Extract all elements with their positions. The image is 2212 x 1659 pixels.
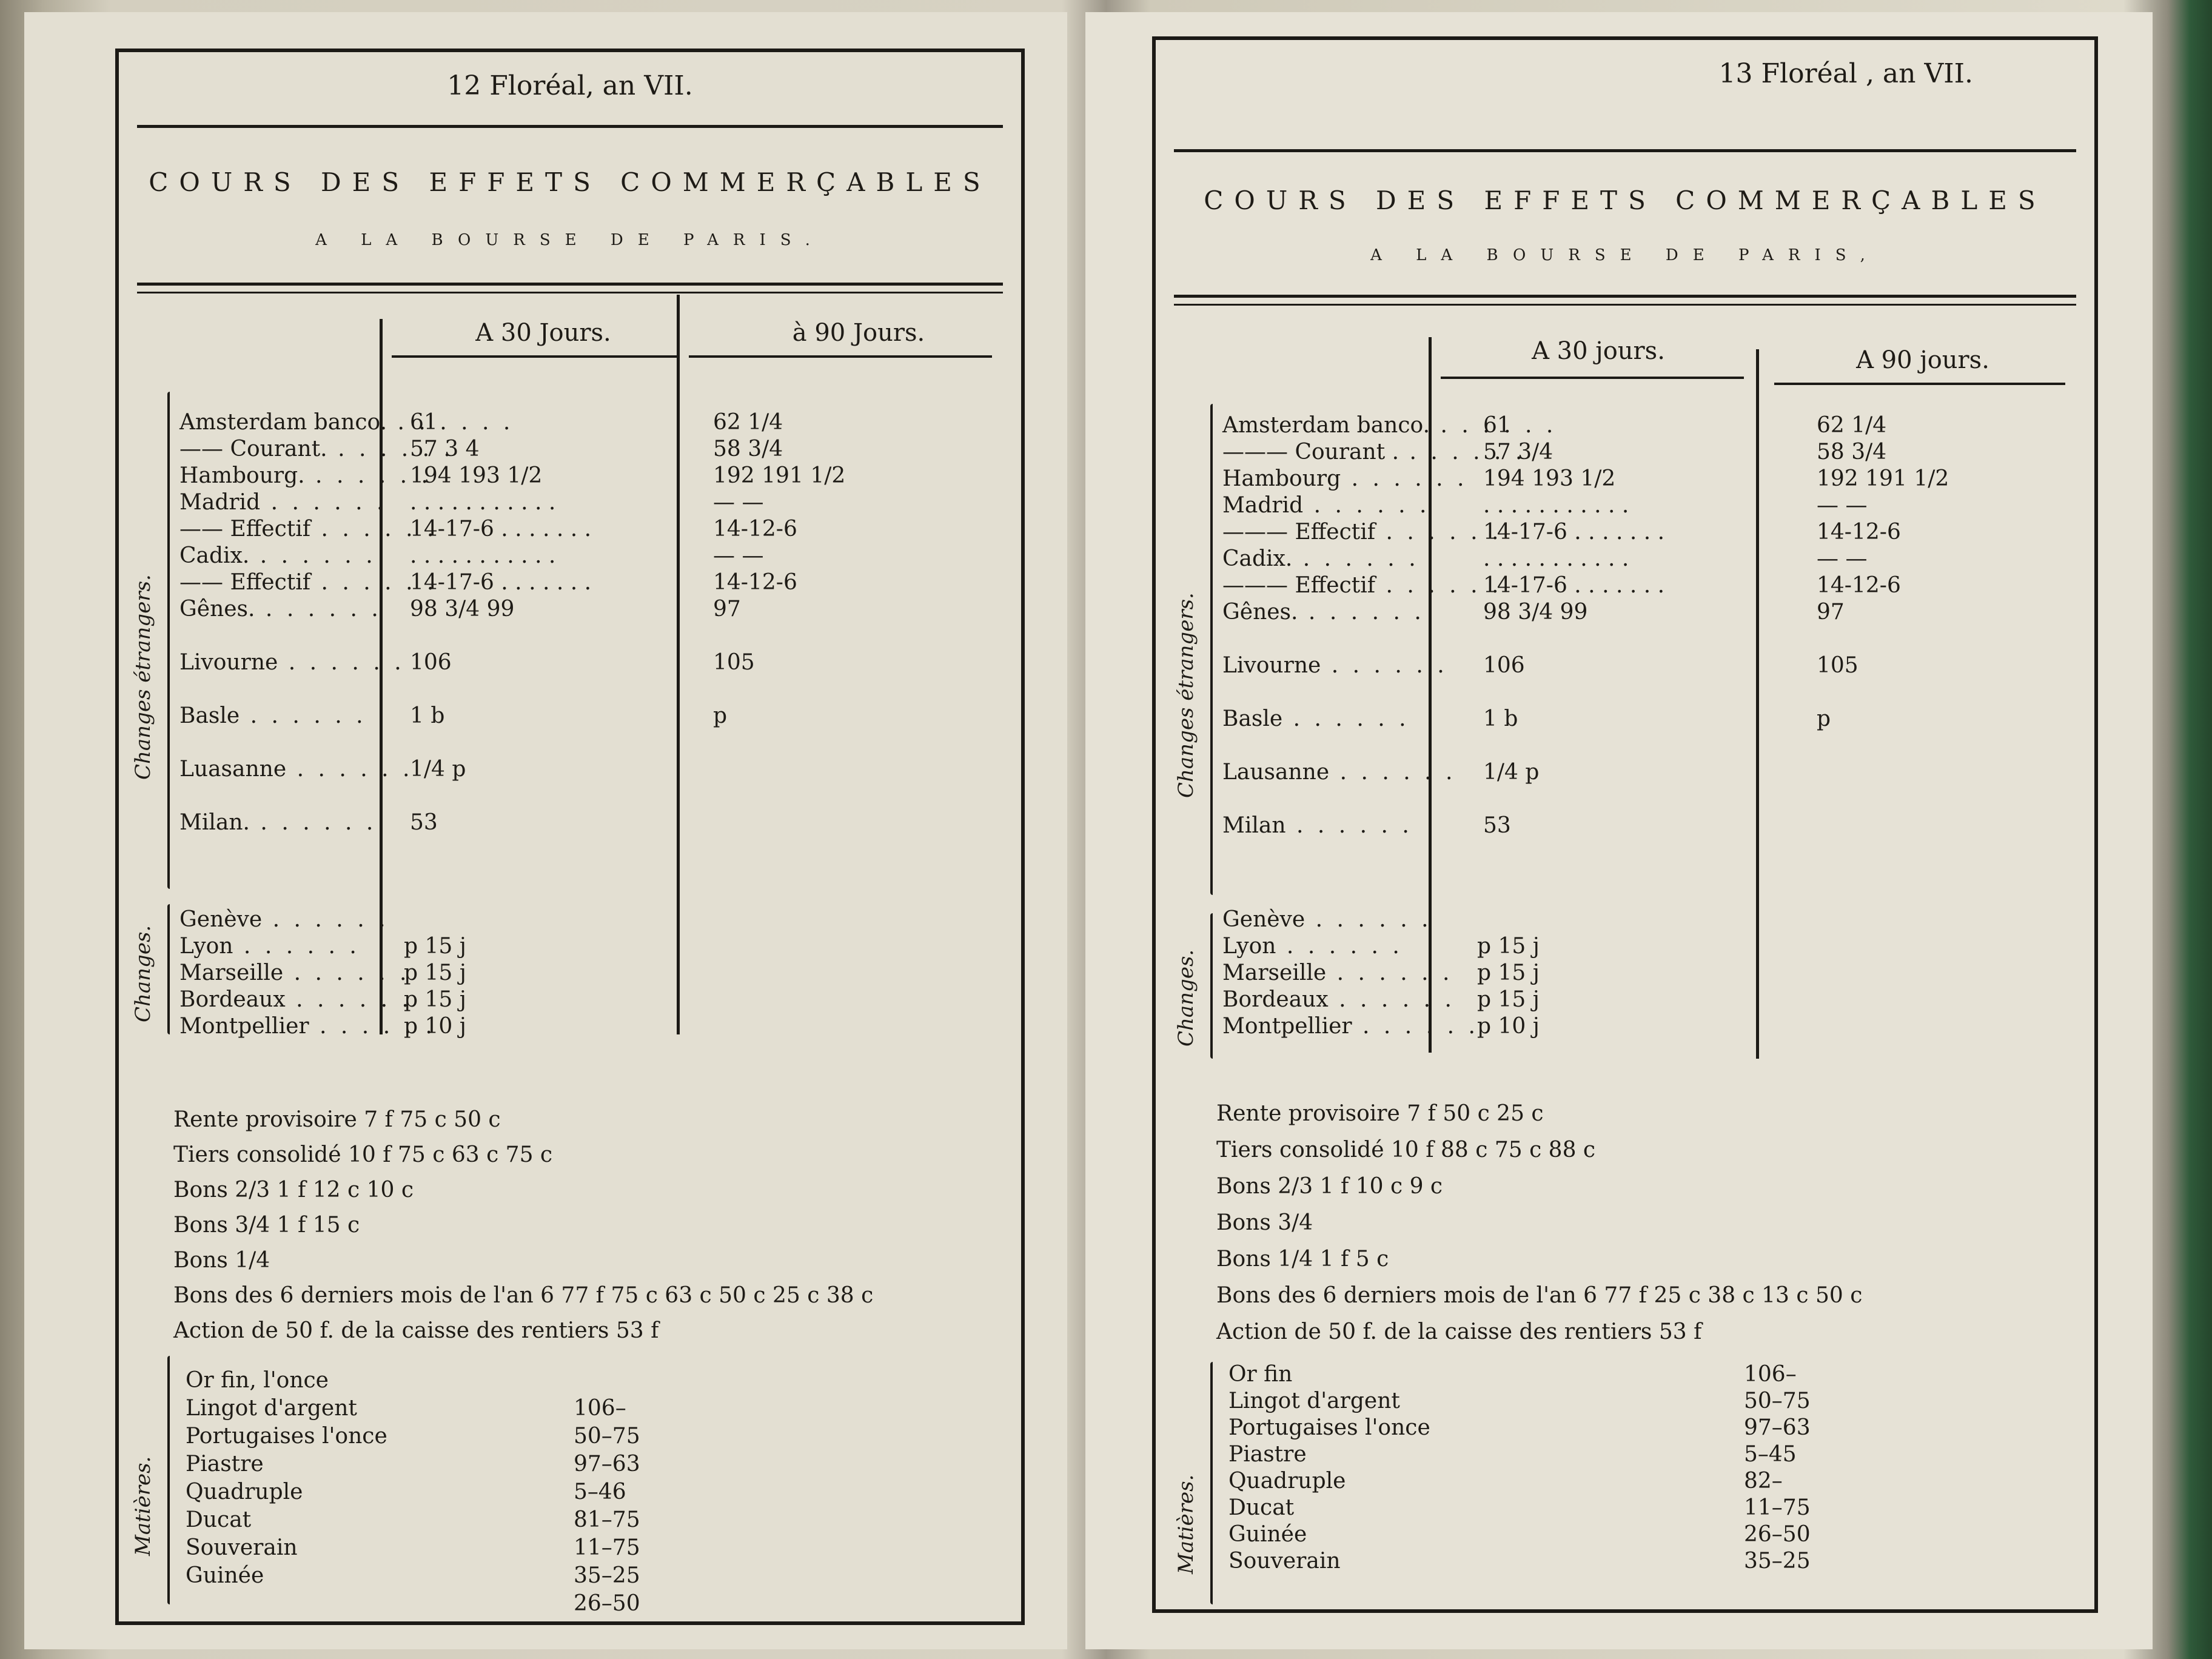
page-subtitle: A LA BOURSE DE PARIS, xyxy=(1370,246,1880,264)
matiere-row xyxy=(1228,1549,1895,1575)
domestic-row xyxy=(179,1014,725,1041)
matiere-label: Quadruple xyxy=(186,1480,303,1504)
rate-30-days: p 15 j xyxy=(404,934,466,959)
brace xyxy=(1210,913,1213,1059)
matiere-label: Guinée xyxy=(186,1563,264,1588)
matiere-row xyxy=(1228,1389,1895,1415)
domestic-place: Bordeaux . . . xyxy=(1222,987,1455,1012)
column-rule xyxy=(689,355,992,358)
rate-30-days: p 15 j xyxy=(1477,987,1540,1012)
page-heading: 13 Floréal , an VII. xyxy=(1718,58,1973,89)
rate-30-days: 14-17-6 . . . . . . . xyxy=(410,517,592,541)
rate-30-days: 53 xyxy=(410,810,438,835)
exchange-place: Luasanne . . . xyxy=(179,757,414,782)
exchange-place: Basle . . . xyxy=(179,703,367,728)
matiere-row xyxy=(1228,1362,1895,1389)
rate-90-days: 14-12-6 xyxy=(713,517,797,541)
rate-30-days: . . . . . . . . . . . xyxy=(1483,493,1629,518)
exchange-place: Basle . . . xyxy=(1222,706,1410,731)
rate-30-days: 194 193 1/2 xyxy=(410,463,543,488)
domestic-row xyxy=(179,987,725,1014)
exchange-place: Milan . . . xyxy=(1222,813,1413,838)
exchange-place: Madrid . . . xyxy=(1222,493,1430,518)
rate-90-days: p xyxy=(713,703,728,728)
rate-90-days: 97 xyxy=(713,597,741,622)
rate-30-days: . . . . . . . . . . . xyxy=(410,543,556,568)
rate-30-days: 194 193 1/2 xyxy=(1483,466,1616,491)
rente-line: Bons 1/4 1 f 5 c xyxy=(1216,1247,1389,1272)
domestic-place: Lyon . . . xyxy=(179,934,360,959)
domestic-row xyxy=(1222,907,1798,934)
matiere-row xyxy=(186,1452,792,1478)
matiere-value: 11–75 xyxy=(1744,1495,1811,1520)
matiere-label: Portugaises l'once xyxy=(1228,1415,1430,1440)
exchange-place: ——— Effectif . . . xyxy=(1222,520,1502,545)
exchange-place: Milan. . . . xyxy=(179,810,377,835)
exchange-row xyxy=(1222,520,2071,546)
exchange-place: Cadix. . . . xyxy=(179,543,377,568)
domestic-row xyxy=(1222,960,1798,987)
page-subtitle: A LA BOURSE DE PARIS. xyxy=(315,231,825,249)
matiere-value: 5–46 xyxy=(574,1480,626,1504)
rate-30-days: 14-17-6 . . . . . . . xyxy=(410,570,592,595)
rule xyxy=(1174,149,2076,152)
exchange-place: —— Effectif . . . xyxy=(179,517,437,541)
right-page-frame xyxy=(1152,36,2098,1613)
matiere-row xyxy=(1228,1522,1895,1549)
rate-30-days: . . . . . . . . . . . xyxy=(1483,546,1629,571)
matiere-row xyxy=(1228,1415,1895,1442)
exchange-row xyxy=(179,597,998,623)
matiere-label: Souverain xyxy=(1228,1549,1341,1574)
rate-30-days: 1/4 p xyxy=(410,757,466,782)
exchange-place: Cadix. . . . xyxy=(1222,546,1419,571)
matiere-value: 97–63 xyxy=(1744,1415,1811,1440)
exchange-row xyxy=(179,490,998,517)
matiere-value: 106– xyxy=(574,1396,626,1421)
side-label-changes-etrangers: Changes étrangers. xyxy=(1174,592,1198,798)
matiere-label: Quadruple xyxy=(1228,1469,1346,1493)
exchange-row xyxy=(179,410,998,437)
rente-line: Bons des 6 derniers mois de l'an 6 77 f 75 c 63 c 50 c 25 c 38 c xyxy=(173,1283,874,1308)
rate-30-days: 53 xyxy=(1483,813,1511,838)
rate-90-days: — — xyxy=(1817,493,1868,518)
brace xyxy=(167,1356,170,1604)
exchange-row xyxy=(179,757,998,783)
exchange-row xyxy=(1222,466,2071,493)
rate-30-days: 98 3/4 99 xyxy=(1483,600,1588,625)
rate-30-days: p 15 j xyxy=(404,987,466,1012)
exchange-place: Madrid . . . xyxy=(179,490,387,515)
column-rule xyxy=(392,355,677,358)
exchange-place: Gênes. . . . xyxy=(1222,600,1425,625)
rate-30-days: 1 b xyxy=(1483,706,1518,731)
brace xyxy=(167,904,170,1034)
exchange-place: ——— Effectif . . . xyxy=(1222,573,1502,598)
exchange-place: Livourne . . . xyxy=(179,650,405,675)
matiere-value: 5–45 xyxy=(1744,1442,1797,1467)
exchange-place: —— Courant. . . . xyxy=(179,437,454,461)
page-title: COURS DES EFFETS COMMERÇABLES xyxy=(1204,186,2046,215)
rule xyxy=(1174,304,2076,306)
page-title: COURS DES EFFETS COMMERÇABLES xyxy=(149,167,991,197)
rate-30-days: 1 b xyxy=(410,703,445,728)
domestic-place: Marseille . . . xyxy=(179,960,411,985)
page-heading: 12 Floréal, an VII. xyxy=(447,70,693,101)
rate-90-days: 58 3/4 xyxy=(713,437,783,461)
side-label-changes: Changes. xyxy=(131,925,155,1022)
exchange-row xyxy=(179,570,998,597)
rate-90-days: 105 xyxy=(1817,653,1858,678)
rate-90-days: p xyxy=(1817,706,1831,731)
rente-line: Action de 50 f. de la caisse des rentiers 53 f xyxy=(1216,1319,1702,1344)
rate-90-days: 192 191 1/2 xyxy=(713,463,846,488)
exchange-place: —— Effectif . . . xyxy=(179,570,437,595)
matiere-label: Lingot d'argent xyxy=(186,1396,357,1421)
exchange-place: Hambourg. . . . xyxy=(179,463,432,488)
rate-30-days: 14-17-6 . . . . . . . xyxy=(1483,520,1665,545)
matiere-row xyxy=(186,1535,792,1562)
rente-line: Rente provisoire 7 f 50 c 25 c xyxy=(1216,1101,1544,1126)
rate-30-days: p 15 j xyxy=(1477,934,1540,959)
matiere-label: Or fin xyxy=(1228,1362,1293,1387)
matiere-value: 11–75 xyxy=(574,1535,640,1560)
matiere-row xyxy=(186,1368,792,1395)
matiere-row xyxy=(186,1507,792,1534)
column-rule xyxy=(1441,377,1744,379)
exchange-row xyxy=(1222,546,2071,573)
matiere-label: Lingot d'argent xyxy=(1228,1389,1400,1413)
rule xyxy=(137,283,1003,286)
column-header-90: A 90 jours. xyxy=(1856,346,1989,374)
matiere-value: 97–63 xyxy=(574,1452,640,1476)
rate-90-days: 14-12-6 xyxy=(1817,573,1901,598)
rente-line: Bons 2/3 1 f 10 c 9 c xyxy=(1216,1174,1443,1199)
rate-30-days: 106 xyxy=(1483,653,1525,678)
matiere-label: Piastre xyxy=(186,1452,264,1476)
domestic-place: Marseille . . . xyxy=(1222,960,1453,985)
exchange-row xyxy=(179,463,998,490)
rente-line: Bons 2/3 1 f 12 c 10 c xyxy=(173,1178,414,1202)
rente-line: Tiers consolidé 10 f 88 c 75 c 88 c xyxy=(1216,1138,1596,1162)
rente-line: Action de 50 f. de la caisse des rentiers 53 f xyxy=(173,1318,659,1343)
exchange-place: Amsterdam banco. . . . xyxy=(1222,413,1557,438)
left-page-frame xyxy=(115,49,1025,1625)
left-page xyxy=(24,12,1067,1649)
matiere-value: 81–75 xyxy=(574,1507,640,1532)
matiere-label: Ducat xyxy=(186,1507,252,1532)
exchange-row xyxy=(1222,440,2071,466)
rate-90-days: 14-12-6 xyxy=(1817,520,1901,545)
right-page xyxy=(1085,12,2153,1649)
rente-line: Bons 1/4 xyxy=(173,1248,270,1273)
rule xyxy=(137,125,1003,128)
matiere-value: 106– xyxy=(1744,1362,1797,1387)
rule xyxy=(1174,295,2076,298)
domestic-place: Montpellier . . . xyxy=(1222,1014,1479,1039)
matiere-value: 50–75 xyxy=(574,1424,640,1449)
matiere-row xyxy=(186,1396,792,1423)
rate-90-days: 105 xyxy=(713,650,755,675)
matiere-row xyxy=(186,1591,792,1618)
exchange-row xyxy=(1222,653,2071,680)
rate-90-days: 192 191 1/2 xyxy=(1817,466,1949,491)
exchange-row xyxy=(1222,706,2071,733)
side-label-matieres: Matières. xyxy=(131,1456,155,1556)
domestic-row xyxy=(179,960,725,987)
rate-30-days: p 15 j xyxy=(404,960,466,985)
exchange-row xyxy=(179,650,998,677)
exchange-row xyxy=(179,517,998,543)
rente-line: Bons 3/4 xyxy=(1216,1210,1313,1235)
side-label-matieres: Matières. xyxy=(1174,1474,1198,1574)
matiere-value: 35–25 xyxy=(1744,1549,1811,1574)
brace xyxy=(1210,404,1213,895)
column-header-90: à 90 Jours. xyxy=(792,319,925,347)
matiere-row xyxy=(186,1424,792,1450)
matiere-value: 82– xyxy=(1744,1469,1783,1493)
rate-90-days: 97 xyxy=(1817,600,1845,625)
column-header-30: A 30 jours. xyxy=(1532,337,1665,365)
column-header-30: A 30 Jours. xyxy=(475,319,611,347)
domestic-row xyxy=(1222,987,1798,1014)
exchange-row xyxy=(179,543,998,570)
exchange-place: Lausanne . . . xyxy=(1222,760,1456,785)
rate-90-days: — — xyxy=(1817,546,1868,571)
rente-line: Rente provisoire 7 f 75 c 50 c xyxy=(173,1107,501,1132)
exchange-row xyxy=(1222,493,2071,520)
rate-90-days: 14-12-6 xyxy=(713,570,797,595)
rate-30-days: . . . . . . . . . . . xyxy=(410,490,556,515)
domestic-row xyxy=(179,907,725,934)
matiere-label: Portugaises l'once xyxy=(186,1424,387,1449)
rate-30-days: 98 3/4 99 xyxy=(410,597,515,622)
domestic-place: Bordeaux . . . xyxy=(179,987,412,1012)
side-label-changes: Changes. xyxy=(1174,949,1198,1047)
rate-30-days: 1/4 p xyxy=(1483,760,1540,785)
rate-30-days: 57 3/4 xyxy=(1483,440,1553,464)
matiere-label: Guinée xyxy=(1228,1522,1307,1547)
rate-90-days: — — xyxy=(713,490,764,515)
matiere-row xyxy=(1228,1442,1895,1469)
column-rule xyxy=(1774,383,2065,385)
matiere-label: Piastre xyxy=(1228,1442,1307,1467)
rate-30-days: p 10 j xyxy=(1477,1014,1540,1039)
domestic-place: Montpellier . . . xyxy=(179,1014,436,1039)
rate-30-days: 57 3 4 xyxy=(410,437,480,461)
exchange-row xyxy=(1222,413,2071,440)
rate-30-days: 61 xyxy=(410,410,438,435)
domestic-place: Genève . . . xyxy=(1222,907,1432,932)
exchange-row xyxy=(1222,573,2071,600)
rule xyxy=(137,292,1003,293)
exchange-place: ——— Courant . . . . xyxy=(1222,440,1526,464)
rente-line: Tiers consolidé 10 f 75 c 63 c 75 c xyxy=(173,1142,553,1167)
exchange-place: Hambourg . . . xyxy=(1222,466,1467,491)
exchange-row xyxy=(1222,600,2071,626)
rate-90-days: 62 1/4 xyxy=(713,410,783,435)
rate-90-days: 62 1/4 xyxy=(1817,413,1887,438)
rente-line: Bons 3/4 1 f 15 c xyxy=(173,1213,360,1238)
domestic-place: Lyon . . . xyxy=(1222,934,1403,959)
rate-30-days: 61 xyxy=(1483,413,1511,438)
matiere-label: Souverain xyxy=(186,1535,298,1560)
exchange-row xyxy=(179,703,998,730)
rate-30-days: p 15 j xyxy=(1477,960,1540,985)
rate-90-days: — — xyxy=(713,543,764,568)
matiere-value: 26–50 xyxy=(574,1591,640,1616)
domestic-row xyxy=(1222,934,1798,960)
rente-line: Bons des 6 derniers mois de l'an 6 77 f 25 c 38 c 13 c 50 c xyxy=(1216,1283,1863,1308)
exchange-row xyxy=(179,810,998,837)
brace xyxy=(167,392,170,889)
exchange-row xyxy=(1222,760,2071,786)
matiere-value: 50–75 xyxy=(1744,1389,1811,1413)
matiere-label: Or fin, l'once xyxy=(186,1368,329,1393)
rate-30-days: p 10 j xyxy=(404,1014,466,1039)
rate-30-days: 14-17-6 . . . . . . . xyxy=(1483,573,1665,598)
matiere-row xyxy=(1228,1495,1895,1522)
exchange-place: Livourne . . . xyxy=(1222,653,1448,678)
exchange-row xyxy=(1222,813,2071,840)
domestic-row xyxy=(1222,1014,1798,1041)
exchange-place: Gênes. . . . xyxy=(179,597,382,622)
matiere-label: Ducat xyxy=(1228,1495,1295,1520)
matiere-row xyxy=(186,1480,792,1506)
rate-30-days: 106 xyxy=(410,650,452,675)
domestic-place: Genève . . . xyxy=(179,907,389,932)
exchange-row xyxy=(179,437,998,463)
domestic-row xyxy=(179,934,725,960)
matiere-value: 26–50 xyxy=(1744,1522,1811,1547)
exchange-place: Amsterdam banco. . . . xyxy=(179,410,514,435)
matiere-row xyxy=(1228,1469,1895,1495)
brace xyxy=(1210,1362,1213,1604)
matiere-value: 35–25 xyxy=(574,1563,640,1588)
matiere-row xyxy=(186,1563,792,1590)
rate-90-days: 58 3/4 xyxy=(1817,440,1887,464)
side-label-changes-etrangers: Changes étrangers. xyxy=(131,574,155,780)
